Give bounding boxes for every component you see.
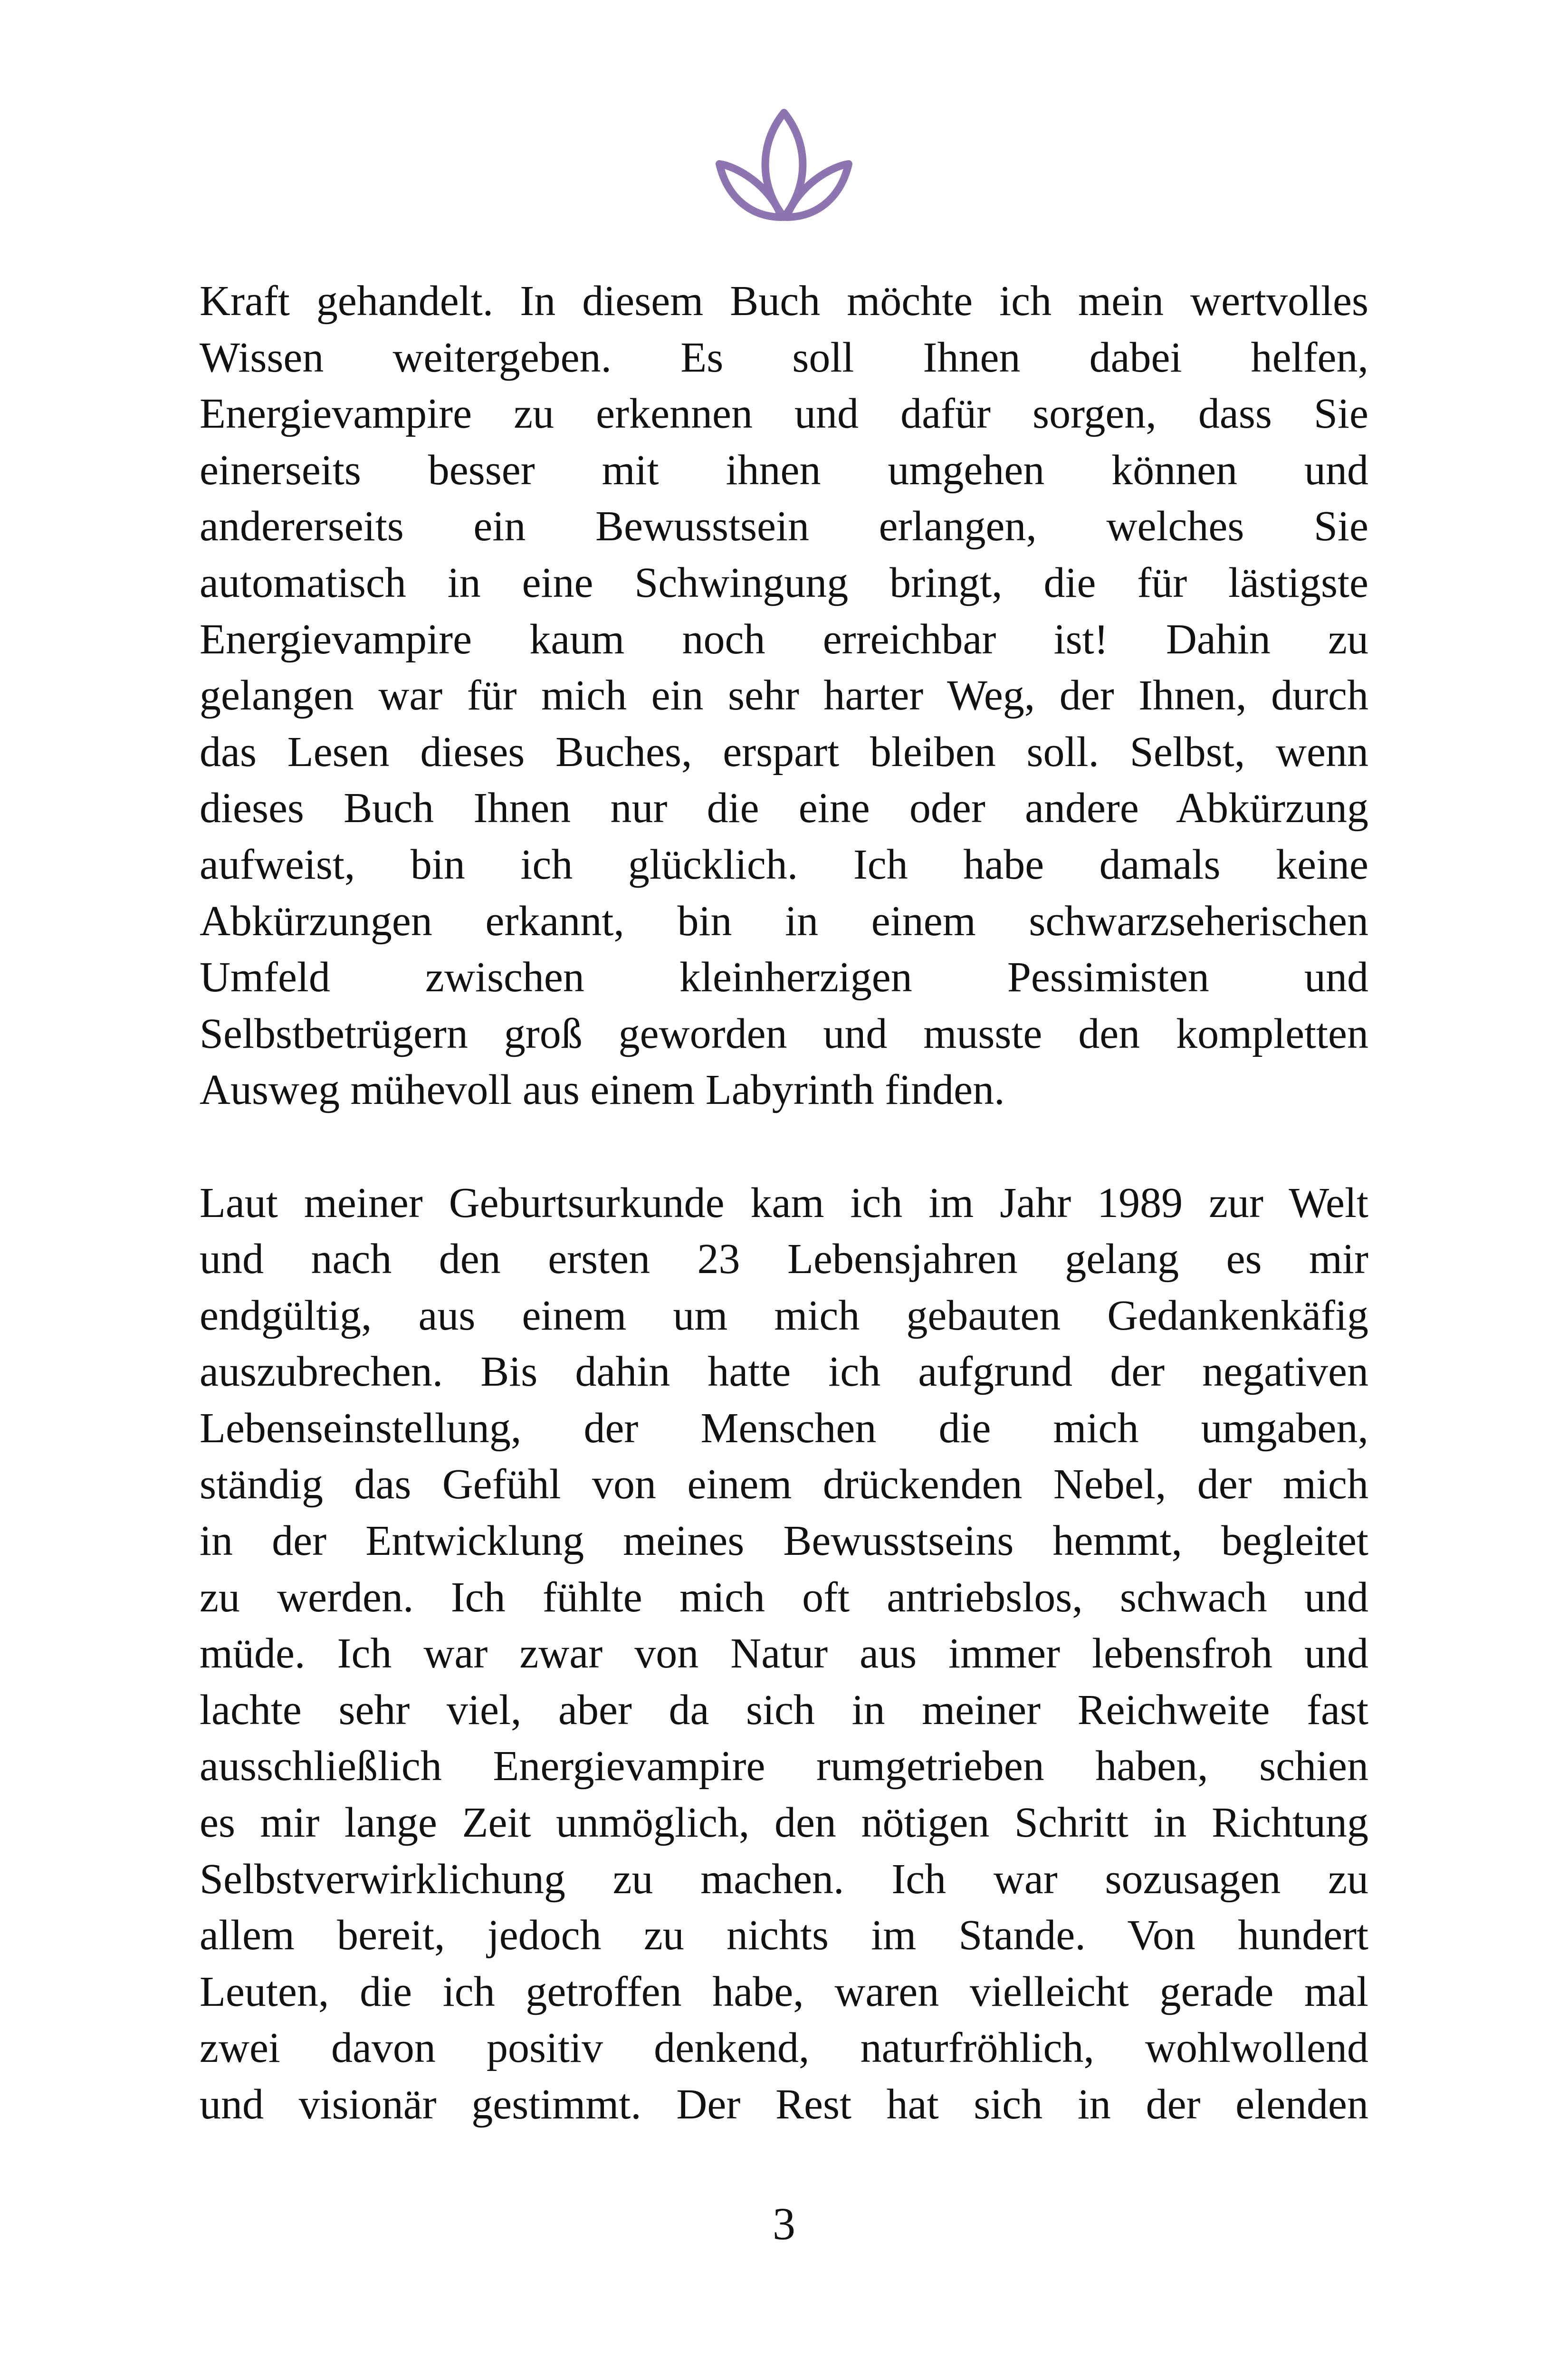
text-line: Ausweg mühevoll aus einem Labyrinth finden. bbox=[200, 1066, 1005, 1114]
text-line: Wissen weitergeben. Es soll Ihnen dabei helfen, bbox=[200, 334, 1368, 381]
text-line: Laut meiner Geburtsurkunde kam ich im Jahr 1989 zur Welt bbox=[200, 1179, 1368, 1226]
text-line: Selbstbetrügern groß geworden und musste den kompletten bbox=[200, 1010, 1368, 1057]
text-line: es mir lange Zeit unmöglich, den nötigen Schritt in Richtung bbox=[200, 1799, 1368, 1847]
text-line: gelangen war für mich ein sehr harter Weg, der Ihnen, durch bbox=[200, 672, 1368, 719]
text-line: zu werden. Ich fühlte mich oft antriebslos, schwach und bbox=[200, 1573, 1368, 1621]
text-line: Umfeld zwischen kleinherzigen Pessimisten und bbox=[200, 954, 1368, 1001]
text-line: automatisch in eine Schwingung bringt, die für lästigste bbox=[200, 559, 1368, 606]
text-line: Lebenseinstellung, der Menschen die mich umgaben, bbox=[200, 1404, 1368, 1452]
body-text bbox=[200, 273, 1368, 2133]
text-line: und nach den ersten 23 Lebensjahren gelang es mir bbox=[200, 1236, 1368, 1283]
text-line: Energievampire kaum noch erreichbar ist! Dahin zu bbox=[200, 615, 1368, 663]
text-line: Abkürzungen erkannt, bin in einem schwarzseherischen bbox=[200, 897, 1368, 945]
text-line: Selbstverwirklichung zu machen. Ich war sozusagen zu bbox=[200, 1855, 1368, 1903]
text-line: einerseits besser mit ihnen umgehen können und bbox=[200, 446, 1368, 494]
text-line: dieses Buch Ihnen nur die eine oder andere Abkürzung bbox=[200, 785, 1368, 832]
lotus-ornament-icon bbox=[713, 107, 855, 228]
text-line: zwei davon positiv denkend, naturfröhlich, wohlwollend bbox=[200, 2024, 1368, 2072]
text-line: in der Entwicklung meines Bewusstseins hemmt, begleitet bbox=[200, 1517, 1368, 1565]
paragraph-gap bbox=[200, 1119, 1368, 1175]
text-line: auszubrechen. Bis dahin hatte ich aufgrund der negativen bbox=[200, 1348, 1368, 1396]
text-line: ausschließlich Energievampire rumgetrieben haben, schien bbox=[200, 1743, 1368, 1790]
text-line: Energievampire zu erkennen und dafür sorgen, dass Sie bbox=[200, 390, 1368, 438]
text-line: andererseits ein Bewusstsein erlangen, welches Sie bbox=[200, 503, 1368, 550]
text-line: aufweist, bin ich glücklich. Ich habe damals keine bbox=[200, 841, 1368, 888]
text-line: endgültig, aus einem um mich gebauten Gedankenkäfig bbox=[200, 1292, 1368, 1339]
paragraph bbox=[200, 273, 1368, 1119]
text-line: das Lesen dieses Buches, erspart bleiben soll. Selbst, wenn bbox=[200, 728, 1368, 776]
text-line: Leuten, die ich getroffen habe, waren vielleicht gerade mal bbox=[200, 1968, 1368, 2015]
text-line: müde. Ich war zwar von Natur aus immer lebensfroh und bbox=[200, 1630, 1368, 1677]
text-line: lachte sehr viel, aber da sich in meiner Reichweite fast bbox=[200, 1686, 1368, 1734]
text-line: ständig das Gefühl von einem drückenden Nebel, der mich bbox=[200, 1461, 1368, 1508]
paragraph bbox=[200, 1175, 1368, 2133]
text-line: Kraft gehandelt. In diesem Buch möchte ich mein wertvolles bbox=[200, 278, 1368, 325]
text-line: und visionär gestimmt. Der Rest hat sich in der elenden bbox=[200, 2081, 1368, 2128]
text-line: allem bereit, jedoch zu nichts im Stande. Von hundert bbox=[200, 1912, 1368, 1959]
page-number: 3 bbox=[773, 2198, 795, 2249]
